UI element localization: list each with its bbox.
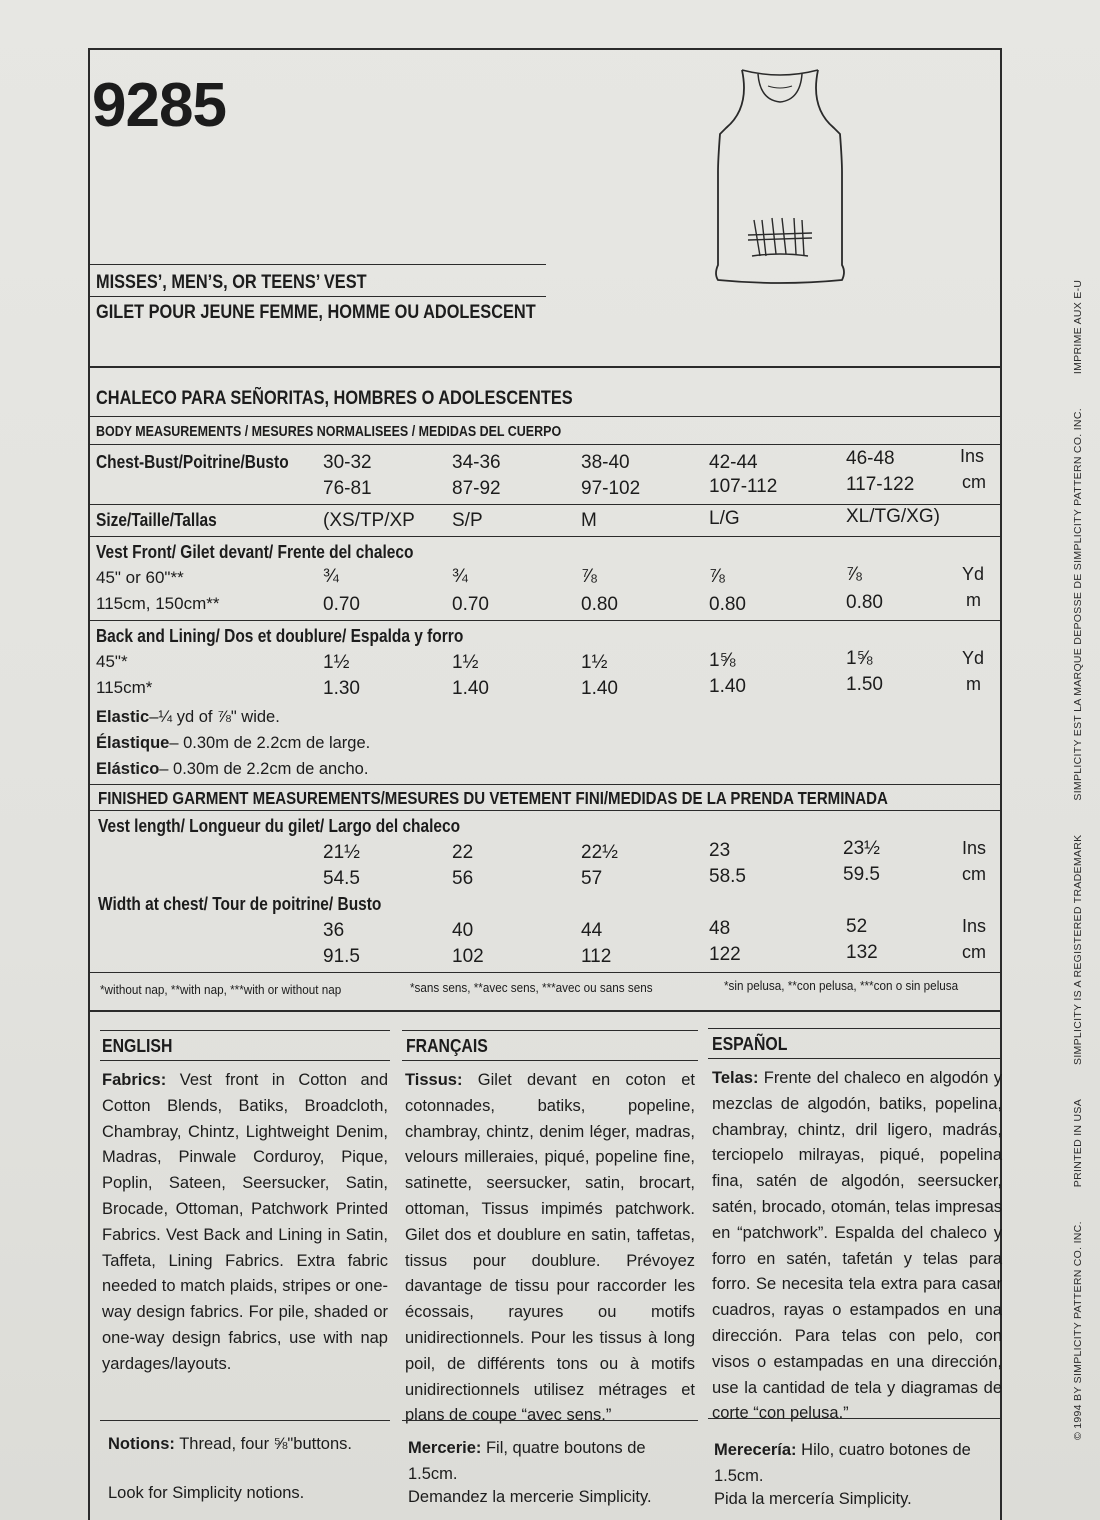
size-4: L/G bbox=[709, 508, 740, 529]
col-fr-fabrics-text: Gilet devant en coton et cotonnades, batiks, popeline, chambray, chintz, denim léger, madras, velours milleraies, piqué, popeline fine, satinette, seersucker, satin, brocart, ottoman, Tissus impimés patchwork. Gilet dos et doublure en satin, taffetas, tissus pour doublure. Prévoyez davantage de tissu pour raccorder les écossais, rayures ou motifs unidirectionnels. Pour les tissus à long poil, de différents tons ou à motifs unidirectionnels utilisez métrages et plans de coupe “avec sens.” bbox=[405, 1071, 695, 1425]
size-1: (XS/TP/XP bbox=[323, 510, 415, 531]
elastic-en-text: –¼ yd of ⅞" wide. bbox=[149, 708, 280, 726]
chest-unit-cm: cm bbox=[962, 472, 986, 492]
chest-cm-4: 107-112 bbox=[709, 476, 778, 497]
chest-cm-5: 117-122 bbox=[846, 474, 915, 495]
col-es-heading: ESPAÑOL bbox=[712, 1034, 788, 1054]
col-fr-fabrics bbox=[405, 1068, 695, 1429]
title-fr: GILET POUR JEUNE FEMME, HOMME OU ADOLESCENT bbox=[96, 302, 536, 323]
width-chest-unit-ins: Ins bbox=[962, 916, 987, 936]
title-rule-1 bbox=[90, 264, 546, 265]
col-en-rule-bottom bbox=[100, 1420, 390, 1421]
col-fr-fabrics-label: Tissus: bbox=[405, 1071, 463, 1089]
vest-length-cm-1: 54.5 bbox=[323, 868, 360, 889]
vest-front-yd-1: ¾ bbox=[323, 566, 339, 587]
vest-front-unit-yd: Yd bbox=[962, 564, 985, 584]
vest-front-unit-m: m bbox=[966, 590, 981, 610]
col-en-fabrics bbox=[102, 1068, 388, 1378]
size-2: S/P bbox=[452, 510, 483, 531]
legal-trademark: SIMPLICITY IS A REGISTERED TRADEMARK bbox=[1072, 834, 1084, 1065]
col-fr-rule-top bbox=[402, 1030, 698, 1031]
section-rule-1 bbox=[90, 366, 1002, 368]
col-fr-notions-text: Fil, quatre boutons de 1.5cm. bbox=[408, 1439, 646, 1483]
section-rule-8 bbox=[90, 810, 1002, 811]
chest-unit-ins: Ins bbox=[960, 446, 985, 466]
vest-front-yd-5: ⅞ bbox=[846, 564, 862, 585]
vest-front-row2-label: 115cm, 150cm** bbox=[96, 594, 220, 613]
elastic-fr-text: – 0.30m de 2.2cm de large. bbox=[169, 734, 371, 752]
section-rule-9 bbox=[90, 972, 1002, 973]
vest-front-row1-label: 45" or 60"** bbox=[96, 568, 184, 587]
section-rule-7 bbox=[90, 784, 1002, 785]
col-es-fabrics-label: Telas: bbox=[712, 1069, 759, 1087]
width-chest-ins-4: 48 bbox=[709, 918, 731, 939]
back-lining-m-3: 1.40 bbox=[581, 678, 618, 699]
col-es-notions-text: Hilo, cuatro botones de 1.5cm. bbox=[714, 1441, 971, 1485]
width-chest-unit-cm: cm bbox=[962, 942, 986, 962]
footnote-en: *without nap, **with nap, ***with or without nap bbox=[100, 982, 342, 997]
back-lining-row1-label: 45"* bbox=[96, 652, 128, 671]
vest-length-ins-3: 22½ bbox=[581, 842, 618, 863]
legal-sidebar bbox=[1072, 246, 1084, 1440]
col-en-fabrics-label: Fabrics: bbox=[102, 1071, 167, 1089]
width-chest-ins-3: 44 bbox=[581, 920, 603, 941]
col-fr-rule-bottom bbox=[402, 1420, 698, 1421]
chest-ins-2: 34-36 bbox=[452, 452, 501, 473]
col-es-fabrics-text: Frente del chaleco en algodón y mezclas de algodón, batiks, popelina, chambray, chintz, dril ligero, madrás, terciopelo milrayas, piqué, popelina fina, satén de algodón, seersucker, satén, brocado, otomán, telas impresas en “patchwork”. Espalda del chaleco y forro en satén, tafetán y telas para forro. Se necesita tela extra para casar cuadros, rayas o estampados en una dirección. Para telas con pelo, con visos o estampadas en una dirección, use la cantidad de tela y diagramas de corte “con pelusa.” bbox=[712, 1069, 1002, 1423]
section-rule-10 bbox=[90, 1010, 1002, 1012]
back-lining-yd-4: 1⅝ bbox=[709, 650, 736, 671]
back-lining-m-4: 1.40 bbox=[709, 676, 746, 697]
pattern-number: 9285 bbox=[92, 71, 226, 140]
vest-front-m-3: 0.80 bbox=[581, 594, 618, 615]
col-en-heading: ENGLISH bbox=[102, 1036, 173, 1056]
chest-ins-4: 42-44 bbox=[709, 452, 758, 473]
vest-length-ins-2: 22 bbox=[452, 842, 474, 863]
elastic-en-label: Elastic bbox=[96, 708, 150, 726]
back-lining-m-2: 1.40 bbox=[452, 678, 489, 699]
col-es-notions bbox=[714, 1438, 984, 1490]
col-en-fabrics-text: Vest front in Cotton and Cotton Blends, Batiks, Broadcloth, Chambray, Chintz, Lightweight Denim, Madras, Pinwale Corduroy, Pique, Poplin, Sateen, Seersucker, Satin, Brocade, Ottoman, Patchwork Printed Fabrics. Vest Back and Lining in Satin, Taffeta, Lining Fabrics. Extra fabric needed to match plaids, stripes or one-way design fabrics. For pile, shaded or one-way design fabrics, use with nap yardages/layouts. bbox=[102, 1071, 388, 1373]
section-rule-2 bbox=[90, 416, 1002, 417]
vest-length-ins-5: 23½ bbox=[843, 838, 880, 859]
back-lining-yd-5: 1⅝ bbox=[846, 648, 873, 669]
vest-length-ins-4: 23 bbox=[709, 840, 731, 861]
back-belt-buckle bbox=[748, 218, 812, 256]
vest-front-yd-2: ¾ bbox=[452, 566, 468, 587]
elastic-es-label: Elástico bbox=[96, 760, 160, 778]
back-lining-unit-yd: Yd bbox=[962, 648, 985, 668]
title-en: MISSES’, MEN’S, OR TEENS’ VEST bbox=[96, 272, 367, 293]
back-lining-unit-m: m bbox=[966, 674, 981, 694]
chest-ins-1: 30-32 bbox=[323, 452, 372, 473]
elastic-en bbox=[96, 708, 280, 727]
size-3: M bbox=[581, 510, 597, 531]
width-chest-label: Width at chest/ Tour de poitrine/ Busto bbox=[98, 894, 382, 914]
title-es: CHALECO PARA SEÑORITAS, HOMBRES O ADOLESCENTES bbox=[96, 388, 573, 409]
vest-length-cm-3: 57 bbox=[581, 868, 603, 889]
elastic-fr-label: Élastique bbox=[96, 734, 170, 752]
col-es-rule-bottom bbox=[708, 1418, 1002, 1419]
vest-length-ins-1: 21½ bbox=[323, 842, 360, 863]
col-fr-rule-mid bbox=[402, 1060, 698, 1061]
back-lining-m-5: 1.50 bbox=[846, 674, 883, 695]
vest-front-label: Vest Front/ Gilet devant/ Frente del chaleco bbox=[96, 542, 414, 562]
back-lining-yd-2: 1½ bbox=[452, 652, 479, 673]
col-es-rule-mid bbox=[708, 1058, 1002, 1059]
chest-cm-2: 87-92 bbox=[452, 478, 501, 499]
back-lining-label: Back and Lining/ Dos et doublure/ Espalda y forro bbox=[96, 626, 464, 646]
elastic-fr bbox=[96, 734, 370, 753]
vest-back-illustration bbox=[690, 60, 880, 300]
section-rule-4 bbox=[90, 504, 1002, 505]
col-en-rule-top bbox=[100, 1030, 390, 1031]
vest-front-yd-4: ⅞ bbox=[709, 566, 725, 587]
col-en-rule-mid bbox=[100, 1060, 390, 1061]
chest-label: Chest-Bust/Poitrine/Busto bbox=[96, 452, 289, 472]
col-fr-notions-label: Mercerie: bbox=[408, 1439, 482, 1457]
back-lining-row2-label: 115cm* bbox=[96, 678, 153, 697]
legal-copyright: © 1994 BY SIMPLICITY PATTERN CO. INC. bbox=[1072, 1221, 1084, 1440]
vest-length-cm-2: 56 bbox=[452, 868, 474, 889]
footnote-es: *sin pelusa, **con pelusa, ***con o sin pelusa bbox=[724, 978, 959, 993]
width-chest-cm-1: 91.5 bbox=[323, 946, 360, 967]
col-fr-look: Demandez la mercerie Simplicity. bbox=[408, 1488, 652, 1506]
section-rule-5 bbox=[90, 536, 1002, 537]
back-lining-m-1: 1.30 bbox=[323, 678, 360, 699]
legal-imprime: IMPRIME AUX E-U bbox=[1072, 279, 1084, 375]
width-chest-cm-5: 132 bbox=[846, 942, 878, 963]
width-chest-cm-3: 112 bbox=[581, 946, 612, 967]
chest-ins-5: 46-48 bbox=[846, 448, 895, 469]
width-chest-cm-4: 122 bbox=[709, 944, 741, 965]
finished-header: FINISHED GARMENT MEASUREMENTS/MESURES DU VETEMENT FINI/MEDIDAS DE LA PRENDA TERMINADA bbox=[98, 788, 888, 808]
size-5: XL/TG/XG) bbox=[846, 506, 940, 527]
col-es-fabrics bbox=[712, 1066, 1002, 1427]
chest-cm-1: 76-81 bbox=[323, 478, 372, 499]
body-measurements-header: BODY MEASUREMENTS / MESURES NORMALISEES / MEDIDAS DEL CUERPO bbox=[96, 424, 562, 440]
width-chest-ins-1: 36 bbox=[323, 920, 345, 941]
footnote-fr: *sans sens, **avec sens, ***avec ou sans sens bbox=[410, 980, 653, 995]
vest-length-cm-5: 59.5 bbox=[843, 864, 880, 885]
width-chest-ins-2: 40 bbox=[452, 920, 474, 941]
col-en-look: Look for Simplicity notions. bbox=[108, 1484, 305, 1502]
chest-ins-3: 38-40 bbox=[581, 452, 630, 473]
vest-front-yd-3: ⅞ bbox=[581, 566, 597, 587]
vest-length-cm-4: 58.5 bbox=[709, 866, 746, 887]
col-en-notions-label: Notions: bbox=[108, 1435, 175, 1453]
vest-length-unit-cm: cm bbox=[962, 864, 986, 884]
col-es-notions-label: Merecería: bbox=[714, 1441, 797, 1459]
legal-trademark-fr: SIMPLICITY EST LA MARQUE DEPOSSE DE SIMPLICITY PATTERN CO. INC. bbox=[1072, 408, 1084, 801]
col-fr-notions bbox=[408, 1436, 668, 1488]
width-chest-cm-2: 102 bbox=[452, 946, 484, 967]
title-rule-2 bbox=[90, 296, 546, 297]
vest-front-m-1: 0.70 bbox=[323, 594, 360, 615]
col-en-notions bbox=[108, 1432, 390, 1458]
legal-printed: PRINTED IN USA bbox=[1072, 1098, 1084, 1188]
chest-cm-3: 97-102 bbox=[581, 478, 641, 499]
section-rule-3 bbox=[90, 444, 1002, 445]
width-chest-ins-5: 52 bbox=[846, 916, 868, 937]
col-es-rule-top bbox=[708, 1028, 1002, 1029]
section-rule-6 bbox=[90, 620, 1002, 621]
vest-front-m-5: 0.80 bbox=[846, 592, 883, 613]
vest-front-m-4: 0.80 bbox=[709, 594, 746, 615]
col-en-notions-text: Thread, four ⅝"buttons. bbox=[174, 1435, 352, 1453]
vest-front-m-2: 0.70 bbox=[452, 594, 489, 615]
col-fr-heading: FRANÇAIS bbox=[406, 1036, 488, 1056]
vest-length-unit-ins: Ins bbox=[962, 838, 987, 858]
elastic-es bbox=[96, 760, 368, 779]
vest-length-label: Vest length/ Longueur du gilet/ Largo del chaleco bbox=[98, 816, 461, 836]
col-es-look: Pida la mercería Simplicity. bbox=[714, 1490, 912, 1508]
size-label: Size/Taille/Tallas bbox=[96, 510, 217, 530]
elastic-es-text: – 0.30m de 2.2cm de ancho. bbox=[159, 760, 369, 778]
back-lining-yd-1: 1½ bbox=[323, 652, 350, 673]
back-lining-yd-3: 1½ bbox=[581, 652, 608, 673]
